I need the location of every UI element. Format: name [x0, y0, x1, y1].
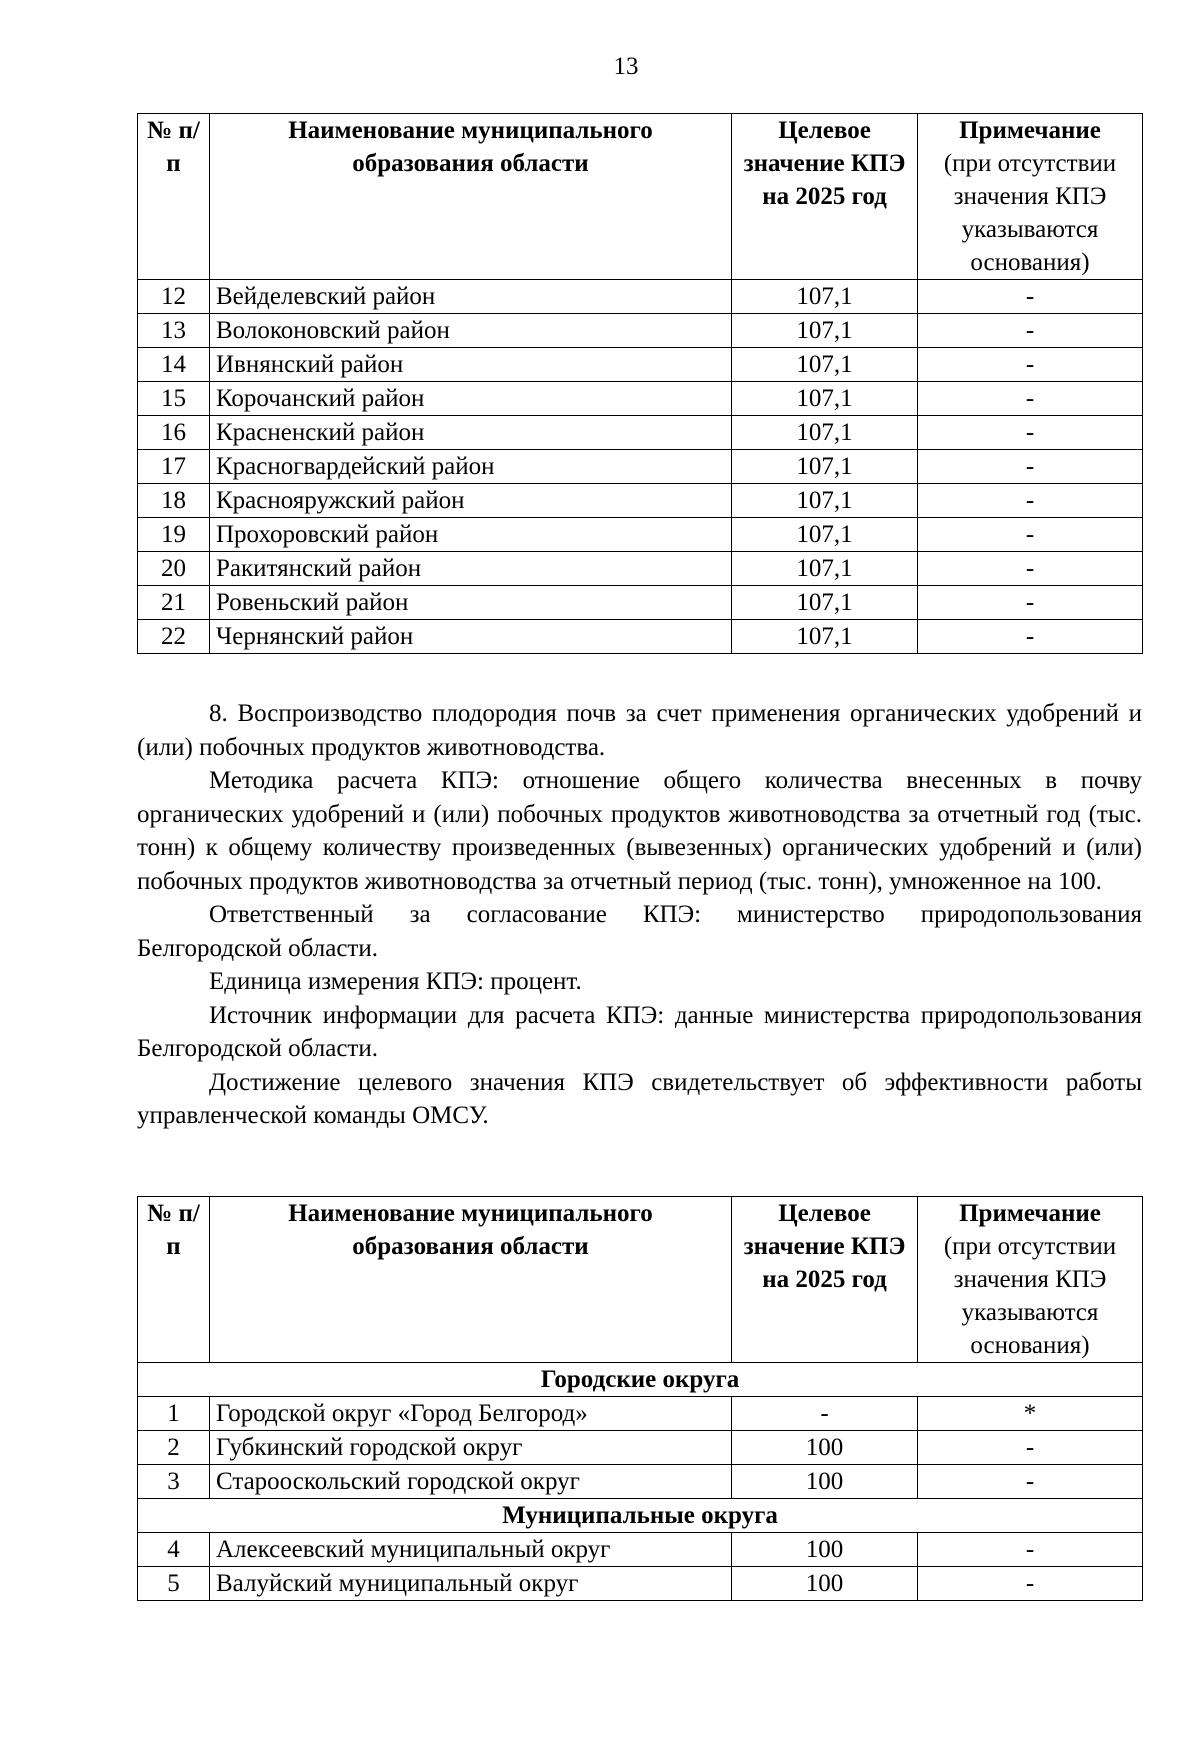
row-note: -	[918, 1567, 1143, 1601]
row-name: Краснояружский район	[210, 484, 732, 518]
header-note	[918, 1197, 1143, 1363]
page-number: 13	[613, 53, 639, 80]
header-municipality-name: Наименование муниципального образования области	[210, 1197, 732, 1363]
table1-body	[138, 280, 1143, 654]
header-note	[918, 114, 1143, 280]
row-value: 100	[732, 1465, 918, 1499]
header-number: № п/п	[138, 114, 210, 280]
row-value: 107,1	[732, 586, 918, 620]
row-name: Ракитянский район	[210, 552, 732, 586]
table-row	[138, 552, 1143, 586]
row-number: 15	[138, 382, 210, 416]
row-name: Городской округ «Город Белгород»	[210, 1397, 732, 1431]
row-number: 22	[138, 620, 210, 654]
row-number: 4	[138, 1533, 210, 1567]
row-name: Ивнянский район	[210, 348, 732, 382]
row-name: Ровеньский район	[210, 586, 732, 620]
row-number: 20	[138, 552, 210, 586]
row-note: -	[918, 416, 1143, 450]
row-name: Прохоровский район	[210, 518, 732, 552]
kpe-table-okrugs	[137, 1196, 1143, 1601]
row-value: 107,1	[732, 484, 918, 518]
header-note-subtitle: (при отсутствии значения КПЭ указываются основания)	[943, 150, 1117, 276]
row-number: 3	[138, 1465, 210, 1499]
row-note: -	[918, 1465, 1143, 1499]
row-value: -	[732, 1397, 918, 1431]
row-value: 107,1	[732, 620, 918, 654]
kpe-table-districts	[137, 113, 1143, 654]
header-target-value: Целевое значение КПЭ на 2025 год	[732, 114, 918, 280]
table-row	[138, 1567, 1143, 1601]
table-row	[138, 348, 1143, 382]
kpe-achievement-paragraph: Достижение целевого значения КПЭ свидетельствует об эффективности работы управленческой команды ОМСУ.	[137, 1068, 1142, 1129]
row-name: Алексеевский муниципальный округ	[210, 1533, 732, 1567]
row-number: 2	[138, 1431, 210, 1465]
kpe-unit-paragraph: Единица измерения КПЭ: процент.	[209, 968, 582, 995]
table-row	[138, 484, 1143, 518]
table-row	[138, 382, 1143, 416]
table-row	[138, 450, 1143, 484]
row-number: 5	[138, 1567, 210, 1601]
row-number: 19	[138, 518, 210, 552]
row-name: Вейделевский район	[210, 280, 732, 314]
row-number: 18	[138, 484, 210, 518]
row-number: 16	[138, 416, 210, 450]
header-target-value: Целевое значение КПЭ на 2025 год	[732, 1197, 918, 1363]
row-note: -	[918, 620, 1143, 654]
table-row	[138, 416, 1143, 450]
table-row	[138, 620, 1143, 654]
kpe-responsible-paragraph: Ответственный за согласование КПЭ: министерство природопользования Белгородской области.	[137, 901, 1142, 962]
row-note: -	[918, 348, 1143, 382]
section-urban-okrugs: Городские округа	[138, 1363, 1143, 1397]
kpe-title-paragraph: 8. Воспроизводство плодородия почв за счет применения органических удобрений и (или) побочных продуктов животноводства.	[137, 700, 1142, 761]
row-value: 107,1	[732, 416, 918, 450]
kpe-description	[137, 697, 1142, 1133]
table-header-row	[138, 114, 1143, 280]
table-row	[138, 586, 1143, 620]
row-note: -	[918, 552, 1143, 586]
row-note: -	[918, 450, 1143, 484]
header-note-subtitle: (при отсутствии значения КПЭ указываются основания)	[943, 1233, 1117, 1359]
row-value: 107,1	[732, 314, 918, 348]
table-row	[138, 1397, 1143, 1431]
row-name: Валуйский муниципальный округ	[210, 1567, 732, 1601]
row-value: 100	[732, 1567, 918, 1601]
row-value: 100	[732, 1533, 918, 1567]
row-note: -	[918, 484, 1143, 518]
table-row	[138, 280, 1143, 314]
row-number: 14	[138, 348, 210, 382]
table-row	[138, 314, 1143, 348]
header-note-title: Примечание	[959, 1200, 1101, 1227]
section-row	[138, 1363, 1143, 1397]
row-note: -	[918, 518, 1143, 552]
row-name: Корочанский район	[210, 382, 732, 416]
table-row	[138, 1465, 1143, 1499]
table2-body	[138, 1363, 1143, 1601]
row-value: 100	[732, 1431, 918, 1465]
row-number: 12	[138, 280, 210, 314]
header-municipality-name: Наименование муниципального образования области	[210, 114, 732, 280]
table-row	[138, 1533, 1143, 1567]
row-name: Старооскольский городской округ	[210, 1465, 732, 1499]
row-note: -	[918, 314, 1143, 348]
table-row	[138, 1431, 1143, 1465]
section-row	[138, 1499, 1143, 1533]
row-note: -	[918, 586, 1143, 620]
row-value: 107,1	[732, 450, 918, 484]
table-row	[138, 518, 1143, 552]
row-number: 17	[138, 450, 210, 484]
row-note: *	[918, 1397, 1143, 1431]
kpe-methodology-paragraph: Методика расчета КПЭ: отношение общего количества внесенных в почву органических удобрений и (или) побочных продуктов животноводства за отчетный год (тыс. тонн) к общему количеству произведенных (вывезенных) органических удобрений и (или) побочных продуктов животноводства за отчетный период (тыс. тонн), умноженное на 100.	[137, 767, 1142, 895]
row-name: Красногвардейский район	[210, 450, 732, 484]
row-number: 1	[138, 1397, 210, 1431]
row-number: 21	[138, 586, 210, 620]
row-note: -	[918, 1431, 1143, 1465]
row-note: -	[918, 1533, 1143, 1567]
row-value: 107,1	[732, 518, 918, 552]
row-name: Красненский район	[210, 416, 732, 450]
table-header-row	[138, 1197, 1143, 1363]
row-value: 107,1	[732, 552, 918, 586]
row-note: -	[918, 280, 1143, 314]
row-number: 13	[138, 314, 210, 348]
row-name: Губкинский городской округ	[210, 1431, 732, 1465]
row-note: -	[918, 382, 1143, 416]
row-name: Чернянский район	[210, 620, 732, 654]
row-value: 107,1	[732, 382, 918, 416]
row-name: Волоконовский район	[210, 314, 732, 348]
header-note-title: Примечание	[959, 117, 1101, 144]
row-value: 107,1	[732, 348, 918, 382]
section-municipal-okrugs: Муниципальные округа	[138, 1499, 1143, 1533]
header-number: № п/п	[138, 1197, 210, 1363]
row-value: 107,1	[732, 280, 918, 314]
kpe-source-paragraph: Источник информации для расчета КПЭ: данные министерства природопользования Белгородской области.	[137, 1001, 1142, 1062]
